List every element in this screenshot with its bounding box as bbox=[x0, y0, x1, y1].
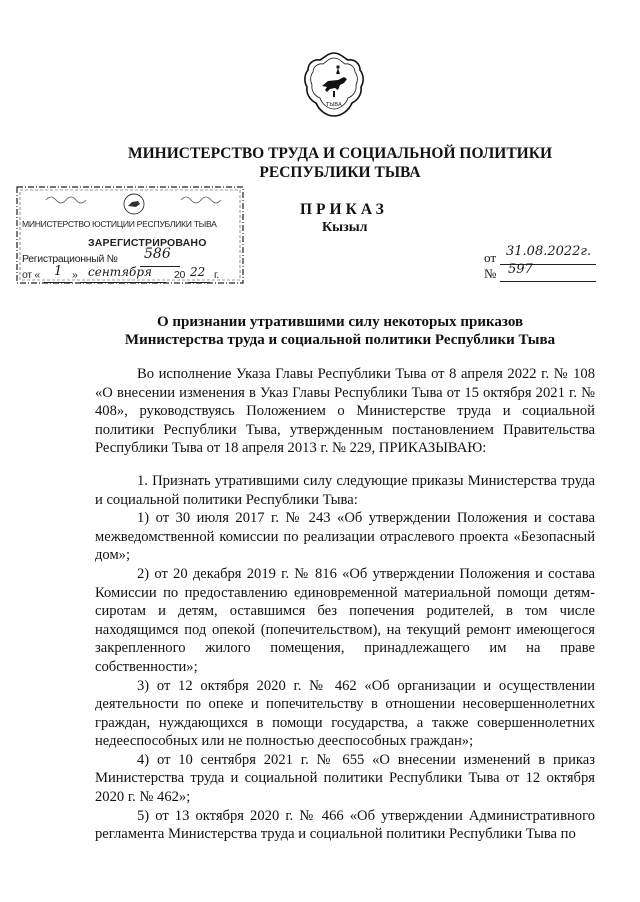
order-subject-line2: Министерства труда и социальной политики Республики Тыва bbox=[124, 332, 556, 348]
order-subject bbox=[80, 313, 600, 349]
body-paragraph-item1: 1. Признать утратившими силу следующие приказы Министерства труда и социальной политики Республики Тыва: bbox=[95, 472, 595, 508]
ministry-name-line2: РЕСПУБЛИКИ ТЫВА bbox=[259, 164, 421, 181]
stamp-reg-label: Регистрационный № bbox=[22, 253, 118, 265]
order-date-label: от bbox=[484, 250, 497, 265]
order-number-label: № bbox=[484, 266, 497, 281]
order-body bbox=[95, 365, 595, 844]
body-paragraph-sub1: 1) от 30 июля 2017 г. № 243 «Об утверждении Положения и состава межведомственной комиссии по реализации отраслевого проекта «Безопасный дом»; bbox=[95, 510, 595, 564]
stamp-year-suffix: г. bbox=[214, 269, 219, 281]
stamp-year-prefix: 20 bbox=[174, 269, 186, 281]
body-paragraph-sub4: 4) от 10 сентября 2021 г. № 655 «О внесении изменений в приказ Министерства труда и социальной политики Республики Тыва от 12 октября 2020 г. № 462»; bbox=[95, 751, 595, 806]
ministry-name bbox=[80, 144, 600, 182]
stamp-registered-line: ЗАРЕГИСТРИРОВАНО bbox=[88, 237, 207, 249]
order-title: ПРИКАЗ bbox=[300, 201, 388, 218]
stamp-ministry-line: МИНИСТЕРСТВО ЮСТИЦИИ РЕСПУБЛИКИ ТЫВА bbox=[22, 219, 217, 229]
stamp-reg-number: 586 bbox=[144, 246, 171, 262]
stamp-date-day: 1 bbox=[54, 264, 63, 279]
emblem-seal-icon bbox=[300, 50, 368, 120]
stamp-date-prefix: от « bbox=[22, 269, 40, 281]
stamp-date-close: » bbox=[72, 269, 78, 281]
stamp-year: 22 bbox=[190, 265, 206, 279]
order-date-value: 31.08.2022г. bbox=[506, 244, 592, 259]
stamp-emblem-icon bbox=[124, 194, 144, 214]
emblem-caption: ТЫВА bbox=[326, 102, 342, 108]
order-number-value: 597 bbox=[508, 262, 533, 277]
body-paragraph-sub2: 2) от 20 декабря 2019 г. № 816 «Об утверждении Положения и состава Комиссии по предоставлению единовременной материальной помощи детям-сиротам и детям, оставшимся без попечения родителей, в том числе находящимся под опекой (попечительством), на текущий ремонт имеющегося закрепленного жилого помещения, принадлежащего им на праве собственности»; bbox=[95, 565, 595, 675]
body-paragraph-preamble: Во исполнение Указа Главы Республики Тыва от 8 апреля 2022 г. № 108 «О внесении изменения в Указ Главы Республики Тыва от 15 октября 2021 г. № 408», руководствуясь Положением о Министерстве труда и социальной политики Республики Тыва, утвержденным постановлением Правительства Республики Тыва от 18 апреля 2013 г. № 229, ПРИКАЗЫВАЮ: bbox=[95, 366, 595, 457]
stamp-date-month: сентября bbox=[88, 265, 153, 279]
body-paragraph-sub5: 5) от 13 октября 2020 г. № 466 «Об утверждении Административного регламента Министерства труда и социальной политики Республики Тыва по bbox=[95, 807, 595, 843]
ministry-name-line1: МИНИСТЕРСТВО ТРУДА И СОЦИАЛЬНОЙ ПОЛИТИКИ bbox=[127, 145, 553, 162]
body-paragraph-sub3: 3) от 12 октября 2020 г. № 462 «Об организации и осуществлении деятельности по опеке и попечительству в отношении несовершеннолетних граждан, нуждающихся в помощи государства, а также совершеннолетних недееспособных или не полностью дееспособных граждан»; bbox=[95, 677, 595, 750]
order-subject-line1: О признании утратившими силу некоторых приказов bbox=[156, 314, 524, 330]
order-city: Кызыл bbox=[322, 220, 368, 235]
registration-stamp bbox=[16, 186, 244, 284]
